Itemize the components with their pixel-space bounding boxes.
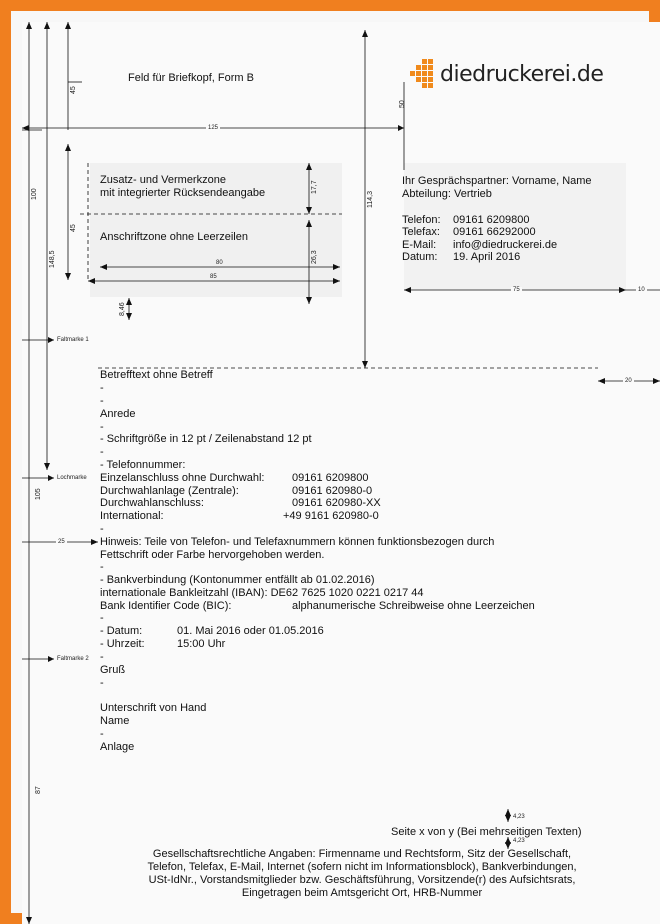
dim-label-85: 85 — [210, 274, 217, 280]
dim-label-20: 20 — [625, 378, 632, 384]
info-row-value: 09161 66292000 — [453, 226, 536, 238]
info-row-label: Telefon: — [402, 214, 441, 226]
body-dash: - — [100, 523, 104, 535]
body-line: - Schriftgröße in 12 pt / Zeilenabstand 12 pt — [100, 433, 312, 445]
dim-label-50: 50 — [399, 100, 406, 108]
body-line: - — [100, 395, 104, 407]
dim-label-17-7: 17,7 — [311, 180, 318, 194]
dim-label-8-46: 8,46 — [119, 302, 126, 316]
dim-label-80: 80 — [216, 260, 223, 266]
info-department: Abteilung: Vertrieb — [402, 188, 492, 200]
bank-line-2: internationale Bankleitzahl (IBAN): DE62 7625 1020 0221 0217 44 — [100, 587, 424, 599]
phone-row-label: Durchwahlanlage (Zentrale): — [100, 485, 239, 497]
body-line: Anrede — [100, 408, 136, 420]
body-line: - — [100, 382, 104, 394]
phone-row-label: Durchwahlanschluss: — [100, 497, 204, 509]
dim-label-105: 105 — [35, 488, 42, 500]
uhrzeit-label: - Uhrzeit: — [100, 638, 145, 650]
phone-row-value: +49 9161 620980-0 — [283, 510, 379, 522]
body-line: - — [100, 421, 104, 433]
dim-label-148-5: 148,5 — [49, 250, 56, 268]
closing-line: - — [100, 677, 104, 689]
uhrzeit-value: 15:00 Uhr — [177, 638, 226, 650]
footer-legal-line: Gesellschaftsrechtliche Angaben: Firmenname und Rechtsform, Sitz der Gesellschaft, — [152, 848, 572, 860]
footer-legal-line: USt-IdNr., Vorstandsmitglieder bzw. Geschäftsführung, Vorsitzende(r) des Aufsichtsrats, — [148, 874, 576, 886]
lochmarke-label: Lochmarke — [57, 475, 87, 481]
dim-label-26-3: 26,3 — [311, 250, 318, 264]
footer-page-number: Seite x von y (Bei mehrseitigen Texten) — [391, 826, 582, 838]
phone-row-value: 09161 620980-XX — [292, 497, 381, 509]
body-line: - Telefonnummer: — [100, 459, 186, 471]
closing-line: - — [100, 728, 104, 740]
faltmarke-1-label: Faltmarke 1 — [57, 337, 89, 343]
footer-legal-line: Telefon, Telefax, E-Mail, Internet (sofern nicht im Informationsblock), Bankverbindungen, — [147, 861, 577, 873]
dim-label-45-mid: 45 — [70, 224, 77, 232]
bank-line-1: - Bankverbindung (Kontonummer entfällt ab 01.02.2016) — [100, 574, 375, 586]
dim-label-75: 75 — [513, 287, 520, 293]
footer-legal — [82, 848, 642, 900]
hinweis-line-1: Hinweis: Teile von Telefon- und Telefaxnummern können funktionsbezogen durch — [100, 536, 495, 548]
bank-bic-label: Bank Identifier Code (BIC): — [100, 600, 232, 612]
dim-label-25: 25 — [58, 539, 65, 545]
closing-line: Name — [100, 715, 130, 727]
bank-bic-value: alphanumerische Schreibweise ohne Leerzeichen — [292, 600, 535, 612]
zusatz-line-1: Zusatz- und Vermerkzone — [100, 174, 226, 186]
dim-label-87: 87 — [35, 786, 42, 794]
phone-row-value: 09161 6209800 — [292, 472, 369, 484]
closing-line: Unterschrift von Hand — [100, 702, 207, 714]
phone-row-label: Einzelanschluss ohne Durchwahl: — [100, 472, 265, 484]
zusatz-line-2: mit integrierter Rücksendeangabe — [100, 187, 266, 199]
hinweis-line-2: Fettschrift oder Farbe hervorgehoben werden. — [100, 549, 325, 561]
datum-value: 01. Mai 2016 oder 01.05.2016 — [177, 625, 324, 637]
dim-label-45-top: 45 — [70, 86, 77, 94]
closing-line: Anlage — [100, 741, 135, 753]
body-dash: - — [100, 612, 104, 624]
info-row-value: info@diedruckerei.de — [453, 239, 558, 251]
faltmarke-2-label: Faltmarke 2 — [57, 656, 89, 662]
anschrift-label: Anschriftzone ohne Leerzeilen — [100, 231, 248, 243]
closing-line: Gruß — [100, 664, 126, 676]
logo-text: diedruckerei.de — [440, 62, 604, 87]
letter-template — [22, 22, 660, 924]
dim-label-114-3: 114,3 — [367, 191, 374, 208]
dim-label-4-23-lower: 4,23 — [513, 838, 525, 844]
info-row-label: E-Mail: — [402, 239, 437, 251]
phone-row-value: 09161 620980-0 — [292, 485, 373, 497]
datum-label: - Datum: — [100, 625, 143, 637]
body-line: - — [100, 446, 104, 458]
briefkopf-label: Feld für Briefkopf, Form B — [128, 72, 254, 84]
closing-line: - — [100, 651, 104, 663]
logo-icon — [408, 59, 436, 89]
info-contact-line: Ihr Gesprächspartner: Vorname, Name — [402, 175, 592, 187]
dim-label-4-23-upper: 4,23 — [513, 814, 525, 820]
body-line: Betrefftext ohne Betreff — [100, 369, 213, 381]
footer-legal-line: Eingetragen beim Amtsgericht Ort, HRB-Nummer — [241, 887, 483, 899]
info-row-value: 09161 6209800 — [453, 214, 530, 226]
dim-label-100: 100 — [31, 188, 38, 200]
phone-row-label: International: — [100, 510, 164, 522]
info-row-label: Telefax: — [402, 226, 440, 238]
info-row-value: 19. April 2016 — [453, 251, 521, 263]
body-dash: - — [100, 561, 104, 573]
dim-label-125: 125 — [208, 125, 219, 131]
dim-label-10: 10 — [638, 287, 645, 293]
info-row-label: Datum: — [402, 251, 438, 263]
